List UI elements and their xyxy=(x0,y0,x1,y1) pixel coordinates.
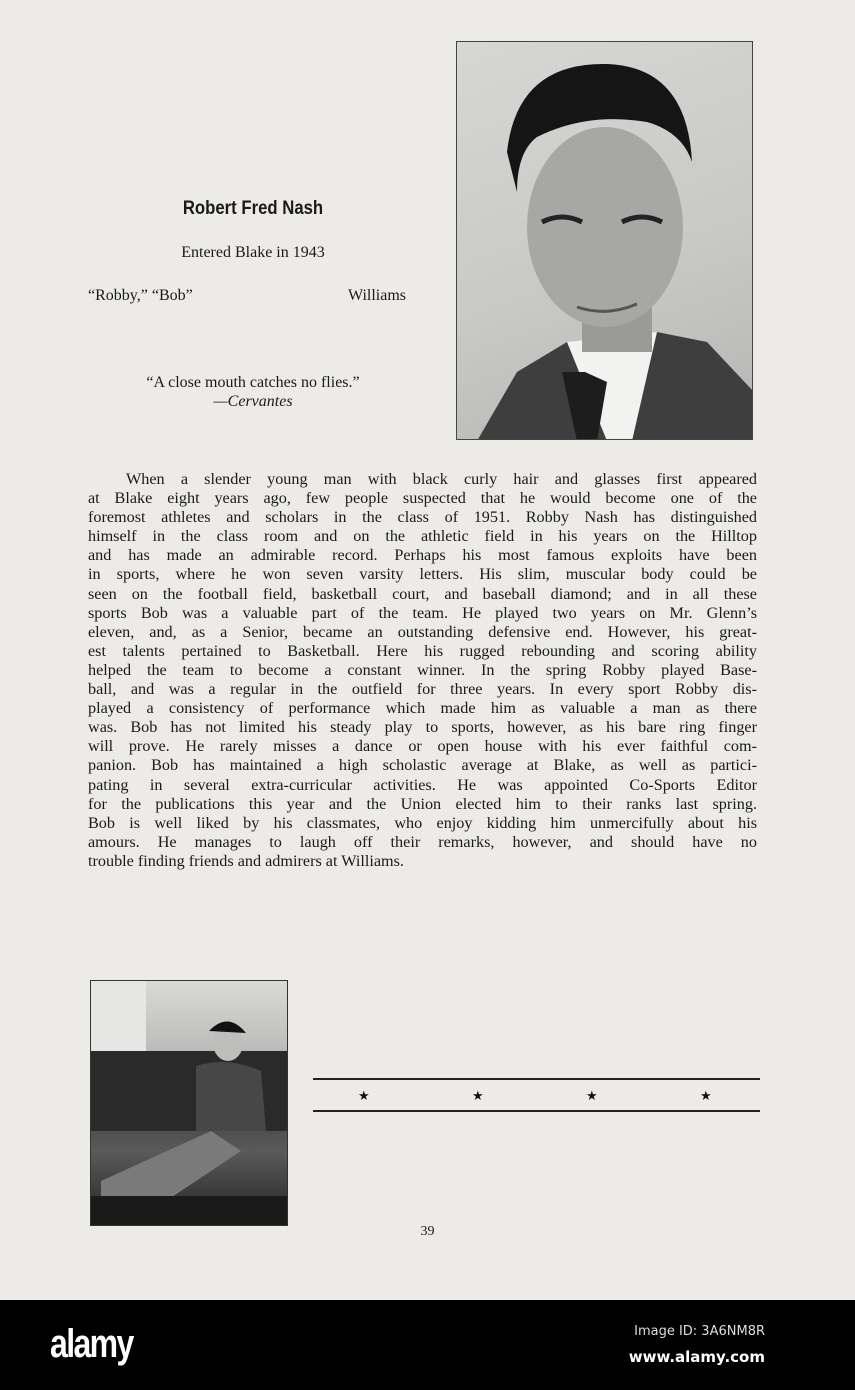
quote-block xyxy=(100,373,406,411)
biography-line: ball, and was a regular in the outfield for three years. In every sport Robby dis- xyxy=(88,680,757,699)
decorative-star-rule xyxy=(313,1078,760,1112)
star-icon: ★ xyxy=(586,1088,598,1103)
alamy-logo: alamy xyxy=(50,1322,133,1366)
biography-line: trouble finding friends and admirers at Williams. xyxy=(88,851,404,870)
biography-line: at Blake eight years ago, few people suspected that he would become one of the xyxy=(88,489,757,508)
biography-line: himself in the class room and on the athletic field in his years on the Hilltop xyxy=(88,527,757,546)
biography-line: pating in several extra-curricular activities. He was appointed Co-Sports Editor xyxy=(88,775,757,794)
candid-photo xyxy=(90,980,288,1226)
page-number: 39 xyxy=(420,1224,435,1239)
image-id: Image ID: 3A6NM8R xyxy=(634,1324,765,1339)
biography-line: sports Bob was a valuable part of the team. He played two years on Mr. Glenn’s xyxy=(88,603,757,622)
portrait-photo xyxy=(456,41,753,440)
biography-text xyxy=(88,470,757,871)
quote-text: “A close mouth catches no flies.” xyxy=(146,374,360,391)
biography-line: helped the team to become a constant winner. In the spring Robby played Base- xyxy=(88,660,757,679)
biography-line: was. Bob has not limited his steady play to sports, however, as his bare ring finger xyxy=(88,718,757,737)
biography-line: foremost athletes and scholars in the class of 1951. Robby Nash has distinguished xyxy=(88,508,757,527)
student-name: Robert Fred Nash xyxy=(182,198,324,219)
biography-line: amours. He manages to laugh off their remarks, however, and should have no xyxy=(88,832,757,851)
watermark-url: www.alamy.com xyxy=(628,1348,765,1366)
biography-line: played a consistency of performance which made him as valuable a man as there xyxy=(88,699,757,718)
biography-line: panion. Bob has maintained a high scholastic average at Blake, as well as partici- xyxy=(88,756,757,775)
biography-line: in sports, where he won seven varsity letters. His slim, muscular body could be xyxy=(88,565,757,584)
college: Williams xyxy=(348,287,407,304)
candid-figure xyxy=(91,981,288,1226)
nicknames: “Robby,” “Bob” xyxy=(88,287,193,304)
biography-line: eleven, and, as a Senior, became an outstanding defensive end. However, his great- xyxy=(88,622,757,641)
biography-line: and has made an admirable record. Perhaps his most famous exploits have been xyxy=(88,546,757,565)
star-icon: ★ xyxy=(700,1088,712,1103)
portrait-figure xyxy=(457,42,753,440)
biography-line: When a slender young man with black curly hair and glasses first appeared xyxy=(126,470,757,488)
biography-line: est talents pertained to Basketball. Here his rugged rebounding and scoring ability xyxy=(88,641,757,660)
biography-line: seen on the football field, basketball court, and baseball diamond; and in all these xyxy=(88,584,757,603)
entered-year: Entered Blake in 1943 xyxy=(181,244,325,261)
star-icon: ★ xyxy=(472,1088,484,1103)
biography-line: will prove. He rarely misses a dance or open house with his ever faithful com- xyxy=(88,737,757,756)
star-icon: ★ xyxy=(358,1088,370,1103)
quote-author: —Cervantes xyxy=(213,393,293,410)
biography-line: for the publications this year and the Union elected him to their ranks last spring. xyxy=(88,794,757,813)
biography-line: Bob is well liked by his classmates, who enjoy kidding him unmercifully about his xyxy=(88,813,757,832)
watermark-footer xyxy=(0,1300,855,1390)
